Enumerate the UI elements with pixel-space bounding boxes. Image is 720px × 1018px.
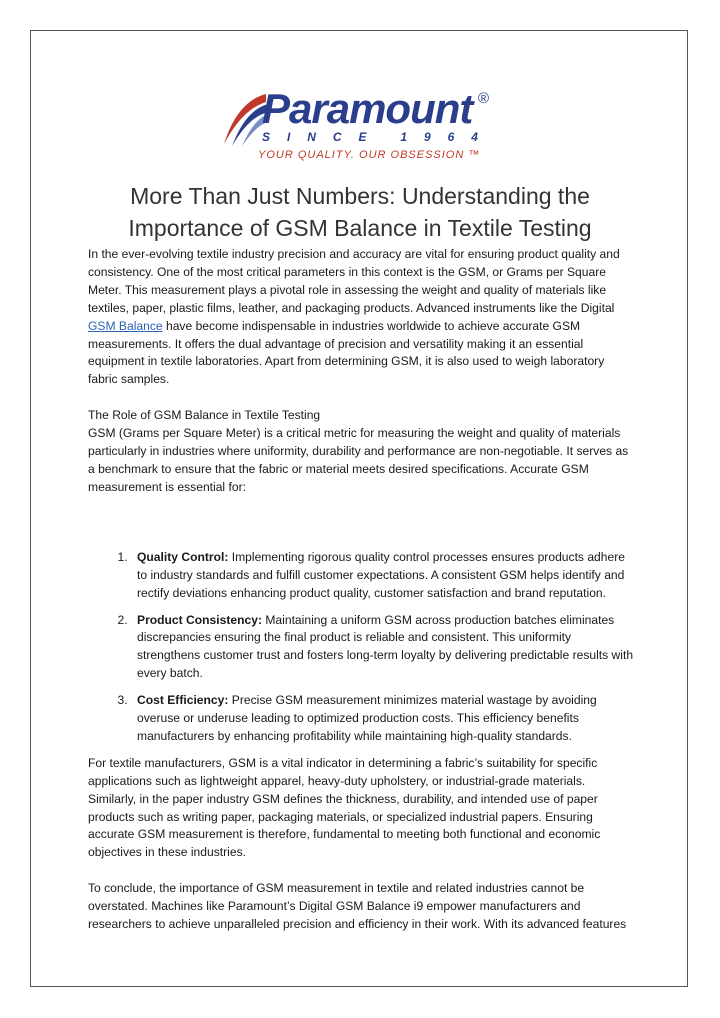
intro-text-cont: have become indispensable in industries worldwide to achieve accurate GSM measurements. It offers the dual advantage of precision and versatility making it an essential equipment in textile laboratories. Apart from determining GSM, it is also used to weigh laboratory fabric samples. bbox=[88, 318, 605, 387]
paramount-logo bbox=[222, 86, 507, 166]
manufacturers-paragraph: For textile manufacturers, GSM is a vital indicator in determining a fabric’s suitability for specific applications such as lightweight apparel, heavy-duty upholstery, or industrial-grade materials. Similarly, in the paper industry GSM defines the thickness, durability, and intended use of paper products such as writing paper, packaging materials, or specialized industrial papers. Ensuring accurate GSM measurement is therefore, fundamental to meeting both functional and economic objectives in these industries. bbox=[88, 755, 601, 860]
logo-tagline: YOUR QUALITY. OUR OBSESSION ™ bbox=[258, 149, 481, 161]
registered-mark: ® bbox=[478, 90, 490, 107]
since-letter: 6 bbox=[447, 130, 455, 144]
list-item bbox=[131, 692, 636, 746]
since-letter: 9 bbox=[423, 130, 431, 144]
list-item bbox=[131, 549, 636, 603]
logo-name: Paramount bbox=[262, 85, 473, 132]
list-item bbox=[131, 612, 636, 684]
gsm-balance-link[interactable]: GSM Balance bbox=[88, 318, 163, 333]
since-letter: C bbox=[332, 130, 342, 144]
since-letter: I bbox=[286, 130, 291, 144]
logo-since bbox=[262, 130, 478, 144]
intro-paragraph bbox=[88, 246, 636, 389]
benefits-list bbox=[88, 549, 636, 746]
list-item-text: Implementing rigorous quality control processes ensures products adhere to industry standards and fulfill customer expectations. A consistent GSM helps identify and rectify deviations enhancing product quality, customer satisfaction and brand reputation. bbox=[137, 549, 625, 600]
conclusion-paragraph: To conclude, the importance of GSM measurement in textile and related industries cannot be overstated. Machines like Paramount’s Digital GSM Balance i9 empower manufacturers and researchers to achieve unparalleled precision and efficiency in their work. With its advanced features bbox=[88, 881, 627, 932]
list-item-text: Precise GSM measurement minimizes material wastage by avoiding overuse or underuse leading to optimized production costs. This efficiency benefits manufacturers by enhancing profitability while maintaining high-quality standards. bbox=[137, 693, 597, 743]
role-paragraph: GSM (Grams per Square Meter) is a critical metric for measuring the weight and quality of materials particularly in industries where uniformity, durability and performance are non-negotiable. It serves as a benchmark to ensure that the fabric or material meets desired specifications. Accurate GSM measurement is essential for: bbox=[88, 426, 629, 494]
list-item-text: Maintaining a uniform GSM across production batches eliminates discrepancies ensuring the final product is reliable and consistent. This uniformity strengthens customer trust and fosters long-term loyalty by delivering predictable results with every batch. bbox=[137, 612, 634, 681]
list-item-label: Quality Control: bbox=[137, 549, 229, 564]
since-letter: E bbox=[358, 130, 367, 144]
since-letter: 4 bbox=[471, 130, 478, 144]
since-letter: S bbox=[262, 130, 271, 144]
article-body bbox=[88, 246, 636, 934]
since-letter: 1 bbox=[400, 130, 408, 144]
since-letter: N bbox=[307, 130, 316, 144]
page-title: More Than Just Numbers: Understanding the Importance of GSM Balance in Textile Testing bbox=[128, 183, 592, 241]
list-item-label: Cost Efficiency: bbox=[137, 693, 229, 708]
section-heading: The Role of GSM Balance in Textile Testing bbox=[88, 408, 321, 423]
intro-text: In the ever-evolving textile industry precision and accuracy are vital for ensuring product quality and consistency. One of the most critical parameters in this context is the GSM, or Grams per Square Meter. This measurement plays a pivotal role in assessing the weight and quality of materials like textiles, paper, plastic films, leather, and packaging products. Advanced instruments like the Digital bbox=[88, 247, 620, 315]
list-item-label: Product Consistency: bbox=[137, 612, 262, 627]
